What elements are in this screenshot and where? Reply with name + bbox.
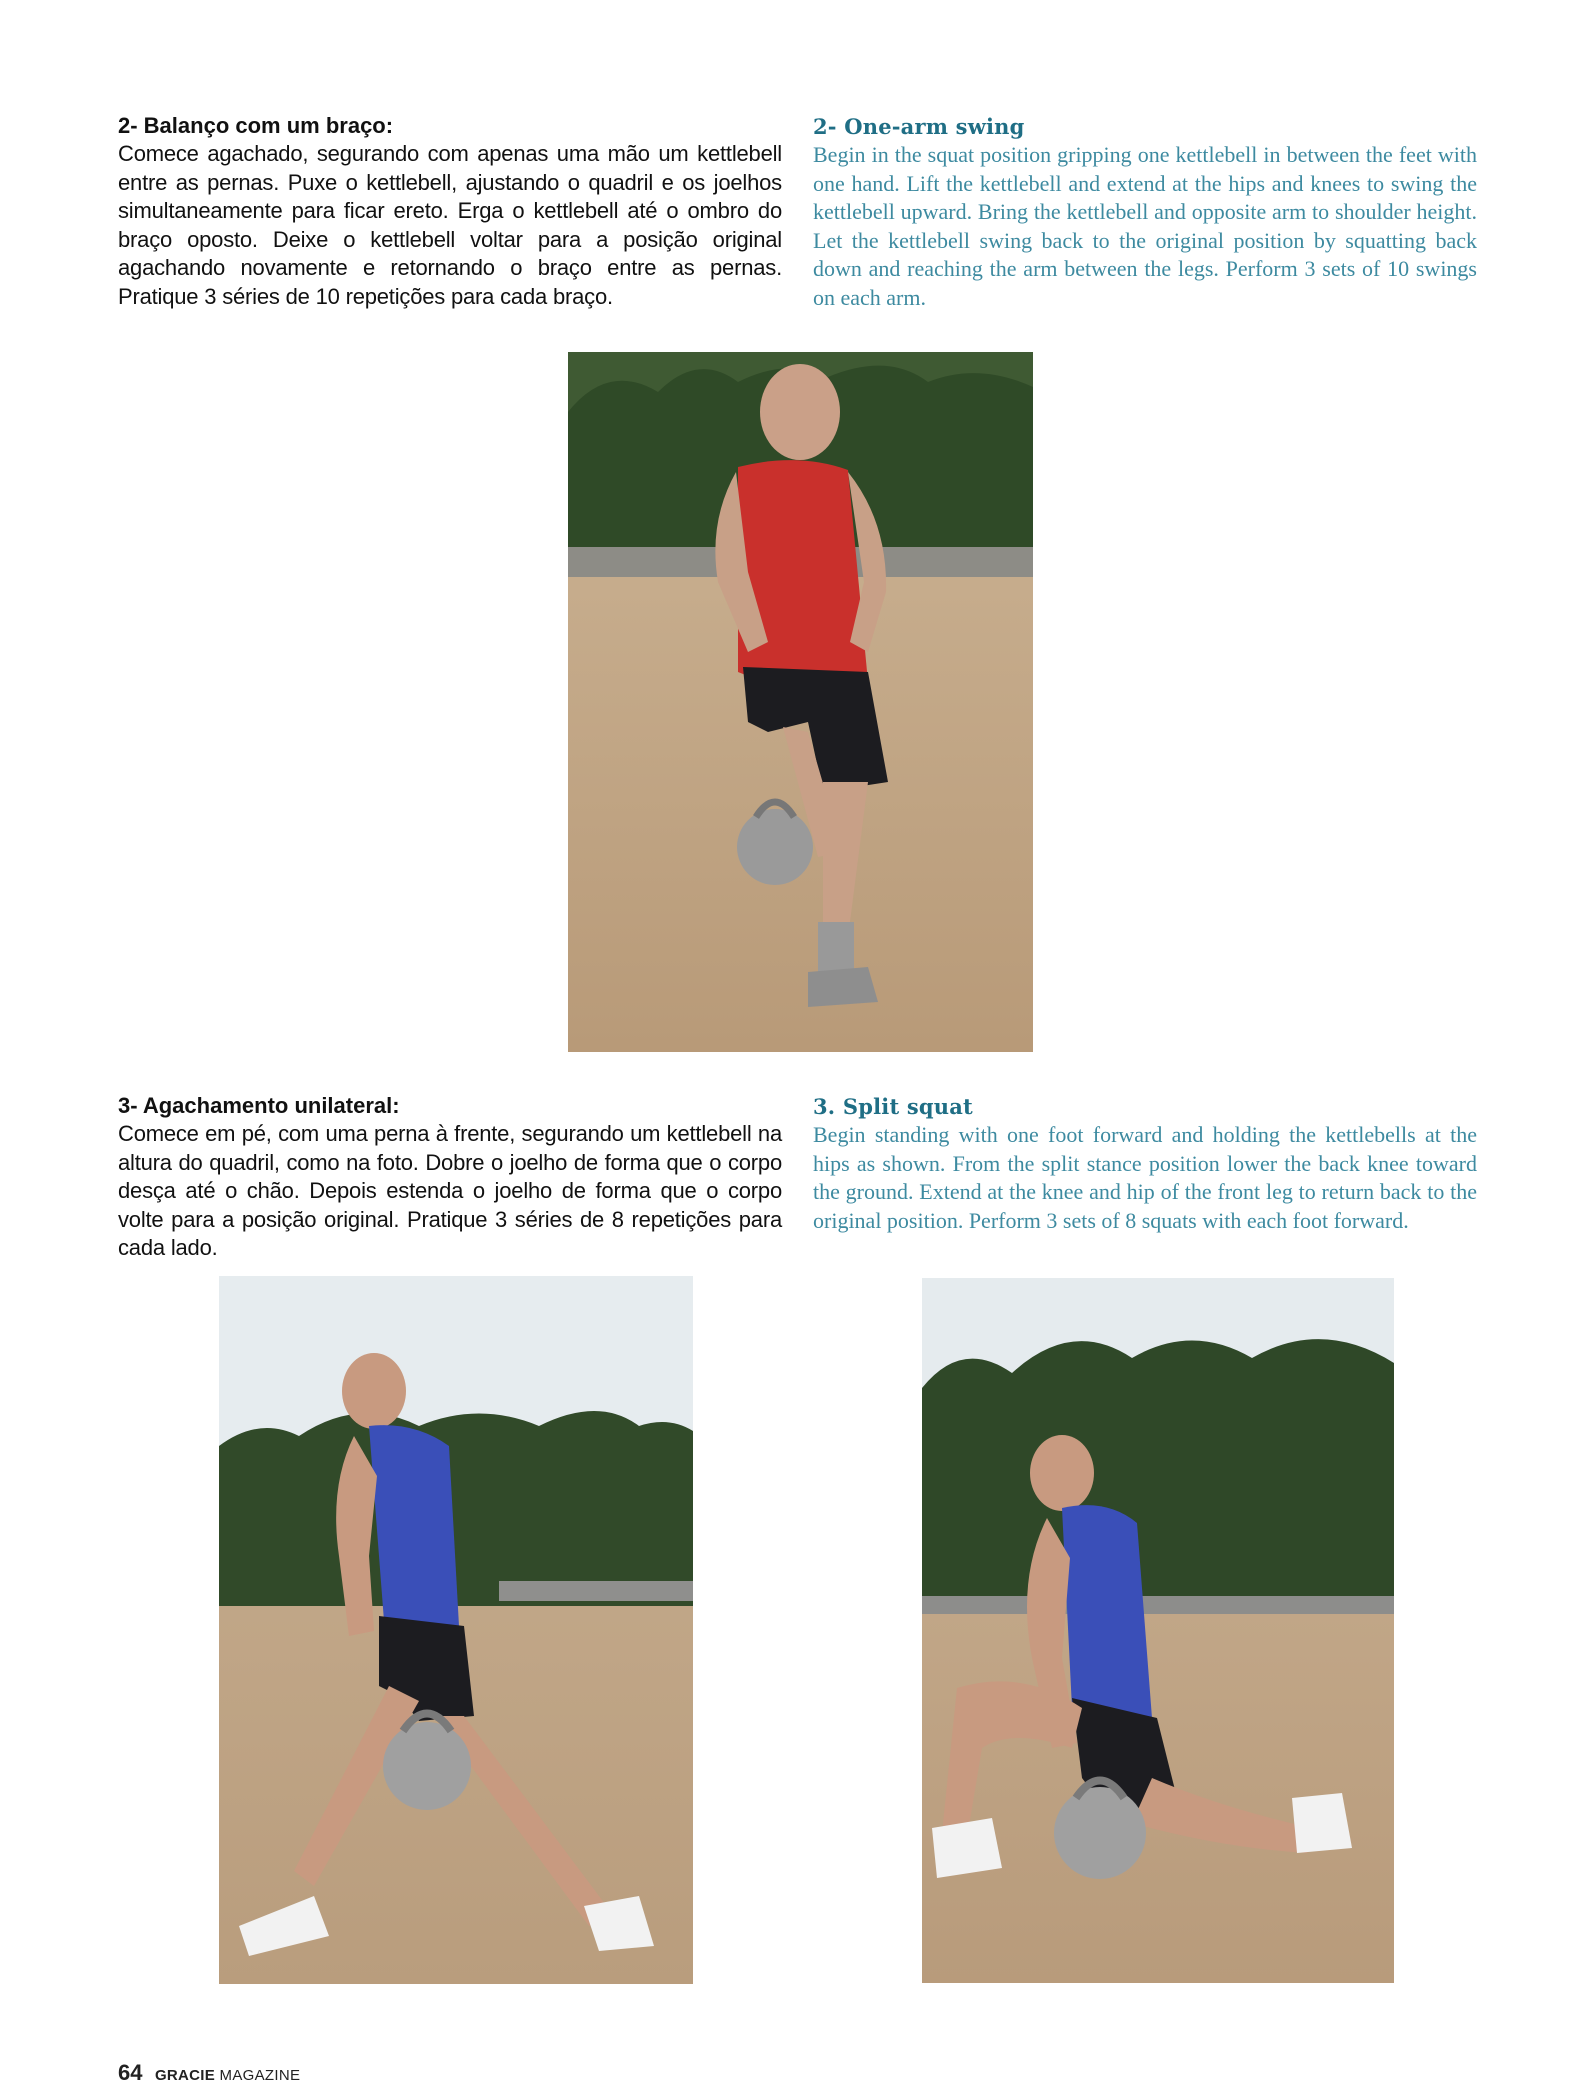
swing-en-block	[813, 113, 1477, 312]
split-squat-pt-block	[118, 1092, 782, 1263]
split-squat-standing-photo	[219, 1276, 693, 1984]
split-squat-pt-title: 3- Agachamento unilateral:	[118, 1093, 400, 1118]
split-squat-en-text: Begin standing with one foot forward and holding the kettlebells at the hips as shown. From the split stance position lower the back knee toward the ground. Extend at the knee and hip of the front leg to return back to the original position. Perform 3 sets of 8 squats with each foot forward.	[813, 1122, 1477, 1233]
split-squat-lowered-photo	[922, 1278, 1394, 1983]
split-squat-en-title: 3. Split squat	[813, 1094, 973, 1119]
swing-pt-title: 2- Balanço com um braço:	[118, 113, 394, 138]
swing-pt-text: Comece agachado, segurando com apenas uma mão um kettlebell entre as pernas. Puxe o kettlebell, ajustando o quadril e os joelhos simultaneamente para ficar ereto. Erga o kettlebell até o ombro do braço oposto. Deixe o kettlebell voltar para a posição original agachando novamente e retornando o braço entre as pernas. Pratique 3 séries de 10 repetições para cada braço.	[118, 141, 782, 309]
swing-pt-block	[118, 112, 782, 311]
split-squat-en-block	[813, 1093, 1477, 1235]
swing-en-title: 2- One-arm swing	[813, 114, 1025, 139]
swing-en-text: Begin in the squat position gripping one kettlebell in between the feet with one hand. Lift the kettlebell and extend at the hips and knees to swing the kettlebell upward. Bring the kettlebell and opposite arm to shoulder height. Let the kettlebell swing back to the original position by squatting back down and reaching the arm between the legs. Perform 3 sets of 10 swings on each arm.	[813, 142, 1477, 310]
page-footer	[118, 2060, 300, 2086]
magazine-brand-rest: MAGAZINE	[219, 2067, 301, 2084]
swing-photo	[568, 352, 1033, 1052]
split-squat-pt-text: Comece em pé, com uma perna à frente, segurando um kettlebell na altura do quadril, como na foto. Dobre o joelho de forma que o corpo desça até o chão. Depois estenda o joelho de forma que o corpo volte para a posição original. Pratique 3 séries de 8 repetições para cada lado.	[118, 1121, 782, 1260]
magazine-brand-bold: GRACIE	[154, 2067, 216, 2084]
magazine-brand	[155, 2067, 300, 2084]
page-number: 64	[118, 2060, 143, 2085]
